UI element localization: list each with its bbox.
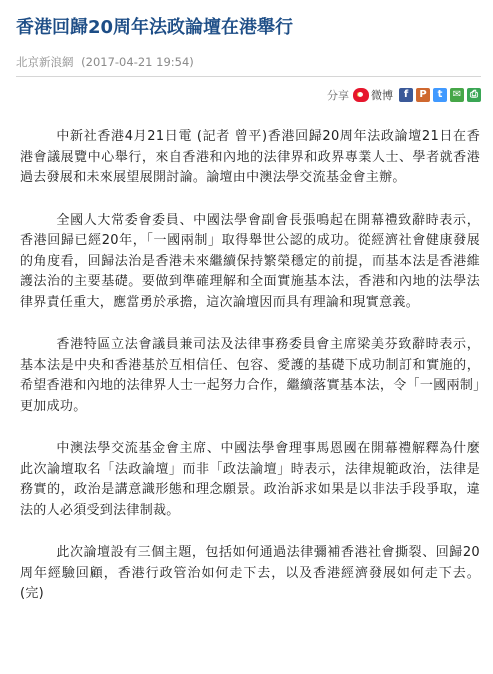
article-meta xyxy=(16,54,194,70)
weibo-icon xyxy=(353,88,369,102)
article-body xyxy=(20,127,480,605)
facebook-icon[interactable]: f xyxy=(399,88,413,102)
header-divider xyxy=(16,76,481,77)
article-paragraph: 全國人大常委會委員、中國法學會副會長張鳴起在開幕禮致辭時表示，香港回歸已經20年，「一國兩制」取得舉世公認的成功。從經濟社會健康發展的角度看，回歸法治是香港未來繼續保持繁榮穩定的前提，而基本法是香港維護法治的主要基礎。要做到準確理解和全面實施基本法，香港和內地的法學法律界責任重大，應當勇於承擔，這次論壇因而具有理論和現實意義。 xyxy=(20,212,480,310)
share-bar xyxy=(327,87,481,103)
weibo-label: 微博 xyxy=(371,89,393,102)
email-icon[interactable]: ✉ xyxy=(450,88,464,102)
article-title: 香港回歸20周年法政論壇在港舉行 xyxy=(16,17,294,38)
share-label: 分享 xyxy=(327,89,349,102)
plurk-icon[interactable]: P xyxy=(416,88,430,102)
article-paragraph: 中澳法學交流基金會主席、中國法學會理事馬恩國在開幕禮解釋為什麼此次論壇取名「法政論壇」而非「政法論壇」時表示，法律規範政治，法律是務實的，政治是講意識形態和理念願景。政治訴求如果是以非法手段爭取，違法的人必須受到法律制裁。 xyxy=(20,441,480,518)
article-paragraph: 中新社香港4月21日電 (記者 曾平)香港回歸20周年法政論壇21日在香港會議展覽中心舉行，來自香港和內地的法律界和政界專業人士、學者就香港過去發展和未來展望展開討論。論壇由中澳法學交流基金會主辦。 xyxy=(20,129,480,185)
article-paragraph: 此次論壇設有三個主題，包括如何通過法律彌補香港社會撕裂、回歸20周年經驗回顧，香港行政管治如何走下去，以及香港經濟發展如何走下去。(完) xyxy=(20,545,480,601)
twitter-icon[interactable]: t xyxy=(433,88,447,102)
share-weibo-button[interactable] xyxy=(353,87,393,103)
article-paragraph: 香港特區立法會議員兼司法及法律事務委員會主席梁美芬致辭時表示，基本法是中央和香港基於互相信任、包容、愛護的基礎下成功制訂和實施的，希望香港和內地的法律界人士一起努力合作，繼續落實基本法，令「一國兩制」更加成功。 xyxy=(20,337,480,414)
article-datetime: (2017-04-21 19:54) xyxy=(81,55,194,69)
share-icons xyxy=(399,88,481,102)
article-source: 北京新浪網 xyxy=(16,55,74,69)
print-icon[interactable]: ⎙ xyxy=(467,88,481,102)
